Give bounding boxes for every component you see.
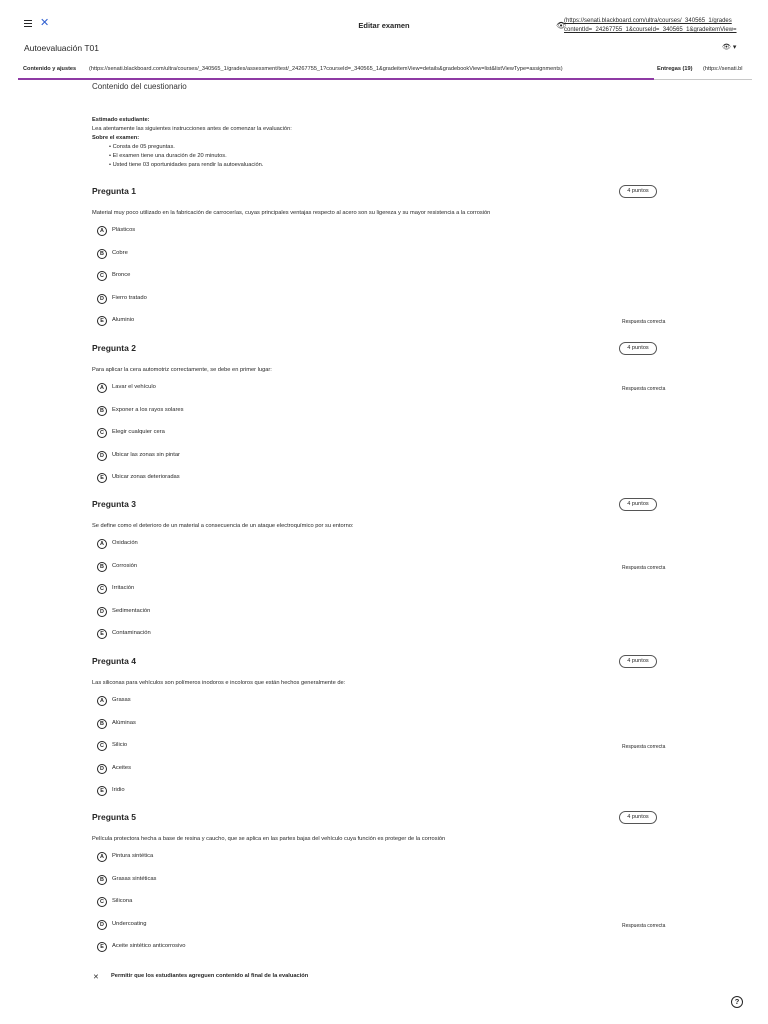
- option-letter-badge: B: [97, 875, 107, 885]
- option-label: Aceites: [112, 764, 132, 771]
- option-letter-badge: C: [97, 584, 107, 594]
- correct-answer-label: Respuesta correcta: [622, 922, 666, 929]
- tabs-row: [0, 63, 768, 79]
- list-item: • Usted tiene 03 oportunidades para rendir la autoevaluación.: [109, 161, 292, 170]
- question-title: Pregunta 2: [92, 343, 136, 353]
- question-text[interactable]: Película protectora hecha a base de resina y caucho, que se aplica en las partes bajas del vehículo cuya función es proteger de la corrosión: [92, 836, 446, 842]
- option-label: Lavar el vehículo: [112, 384, 156, 390]
- close-icon[interactable]: ✕: [40, 17, 50, 29]
- option-letter-badge: B: [97, 719, 107, 729]
- tab-submissions-link[interactable]: (https://senati.bl: [703, 66, 743, 72]
- correct-answer-label: Respuesta correcta: [622, 386, 666, 392]
- tab-content-link[interactable]: (https://senati.blackboard.com/ultra/courses/_340565_1/grades/assessment/test/_24267755_1?courseId=_340565_1&gradeitemView=details&gradebookView=list&listViewType=assignments): [89, 66, 563, 72]
- option-letter-badge: B: [97, 406, 107, 416]
- instructions-block[interactable]: [92, 116, 292, 170]
- option-label: Silicona: [112, 898, 133, 904]
- active-tab-indicator: [18, 78, 654, 80]
- instructions-list: [92, 143, 292, 170]
- option-label: Fierro tratado: [112, 294, 147, 301]
- question-text[interactable]: Para aplicar la cera automotriz correctamente, se debe en primer lugar:: [92, 367, 272, 373]
- student-preview-button[interactable]: [722, 43, 736, 51]
- eye-icon: 👁: [722, 44, 731, 51]
- option-label: Bronce: [112, 272, 131, 278]
- option-letter-badge: E: [97, 786, 107, 796]
- option-letter-badge: A: [97, 226, 107, 236]
- question-title: Pregunta 3: [92, 499, 136, 509]
- option-label: Elegir cualquier cera: [112, 429, 165, 435]
- option-letter-badge: A: [97, 852, 107, 862]
- option-label: Sedimentación: [112, 607, 151, 614]
- content-section-title: Contenido del cuestionario: [92, 82, 187, 91]
- eye-icon: 👁: [556, 21, 567, 30]
- option-letter-badge: A: [97, 383, 107, 393]
- option-label: Cobre: [112, 249, 128, 256]
- correct-answer-label: Respuesta correcta: [622, 319, 666, 325]
- points-badge[interactable]: 4 puntos: [619, 811, 657, 824]
- option-label: Irritación: [112, 585, 135, 591]
- page-title: Editar examen: [358, 21, 410, 30]
- preview-link-text[interactable]: [564, 17, 768, 35]
- option-letter-badge: E: [97, 942, 107, 952]
- top-bar: [0, 0, 768, 40]
- option-letter-badge: C: [97, 897, 107, 907]
- option-letter-badge: C: [97, 271, 107, 281]
- question-title: Pregunta 5: [92, 812, 136, 822]
- option-letter-badge: D: [97, 294, 107, 304]
- option-label: Silicio: [112, 742, 128, 748]
- option-letter-badge: E: [97, 473, 107, 483]
- points-badge[interactable]: 4 puntos: [619, 655, 657, 668]
- option-label: Ubicar las zonas sin pintar: [112, 451, 180, 458]
- points-badge[interactable]: 4 puntos: [619, 498, 657, 511]
- tab-submissions[interactable]: Entregas (19): [657, 66, 693, 72]
- option-label: Ubicar zonas deterioradas: [112, 474, 180, 480]
- tab-content-settings[interactable]: Contenido y ajustes: [23, 66, 77, 72]
- correct-answer-label: Respuesta correcta: [622, 744, 666, 750]
- help-icon[interactable]: ?: [731, 996, 743, 1008]
- question-title: Pregunta 4: [92, 656, 136, 666]
- option-label: Plásticos: [112, 227, 136, 233]
- question-text[interactable]: Se define como el deterioro de un material a consecuencia de un ataque electroquímico por su entorno:: [92, 523, 354, 529]
- option-letter-badge: E: [97, 629, 107, 639]
- question-title: Pregunta 1: [92, 186, 136, 196]
- option-letter-badge: D: [97, 920, 107, 930]
- points-badge[interactable]: 4 puntos: [619, 185, 657, 198]
- option-letter-badge: C: [97, 428, 107, 438]
- option-letter-badge: B: [97, 249, 107, 259]
- option-label: Alúminas: [112, 719, 136, 726]
- option-label: Grasas sintéticas: [112, 875, 157, 882]
- link-line-1[interactable]: (https://senati.blackboard.com/ultra/courses/_340565_1/grades: [564, 18, 732, 24]
- option-letter-badge: D: [97, 764, 107, 774]
- instructions-intro: Lea atentamente las siguientes instrucciones antes de comenzar la evaluación:: [92, 126, 292, 132]
- preview-link[interactable]: [556, 17, 768, 37]
- option-letter-badge: D: [97, 451, 107, 461]
- points-badge[interactable]: 4 puntos: [619, 342, 657, 355]
- option-label: Exponer a los rayos solares: [112, 406, 184, 413]
- option-label: Undercoating: [112, 920, 147, 927]
- list-item: • Consta de 05 preguntas.: [109, 143, 292, 152]
- question-text[interactable]: Material muy poco utilizado en la fabricación de carrocerías, cuyas principales ventajas respecto al acero son su ligereza y su mayor resistencia a la corrosión: [92, 210, 491, 216]
- option-letter-badge: C: [97, 741, 107, 751]
- option-label: Iridio: [112, 787, 125, 793]
- correct-answer-label: Respuesta correcta: [622, 564, 666, 571]
- option-label: Corrosión: [112, 562, 138, 569]
- instructions-greeting: Estimado estudiante:: [92, 117, 150, 123]
- option-label: Pintura sintética: [112, 853, 154, 859]
- option-label: Grasas: [112, 697, 131, 703]
- question-text[interactable]: Las siliconas para vehículos son polímeros inodoros e incoloros que están hechos generalmente de:: [92, 680, 346, 686]
- close-icon[interactable]: ✕: [93, 974, 99, 981]
- chevron-down-icon: ▾: [732, 44, 737, 51]
- allow-student-content-toggle[interactable]: Permitir que los estudiantes agreguen contenido al final de la evaluación: [111, 973, 309, 979]
- option-label: Aluminio: [112, 317, 135, 323]
- option-letter-badge: B: [97, 562, 107, 572]
- instructions-about: Sobre el examen:: [92, 135, 140, 141]
- option-label: Oxidación: [112, 540, 138, 546]
- exam-title: Autoevaluación T01: [24, 43, 99, 53]
- option-letter-badge: D: [97, 607, 107, 617]
- option-label: Contaminación: [112, 630, 151, 636]
- option-letter-badge: A: [97, 696, 107, 706]
- option-letter-badge: E: [97, 316, 107, 326]
- option-letter-badge: A: [97, 539, 107, 549]
- option-label: Aceite sintético anticorrosivo: [112, 943, 186, 949]
- link-line-2[interactable]: contentId=_24267755_1&courseId=_340565_1&gradeitemView=: [564, 27, 737, 33]
- list-item: • El examen tiene una duración de 20 minutos.: [109, 152, 292, 161]
